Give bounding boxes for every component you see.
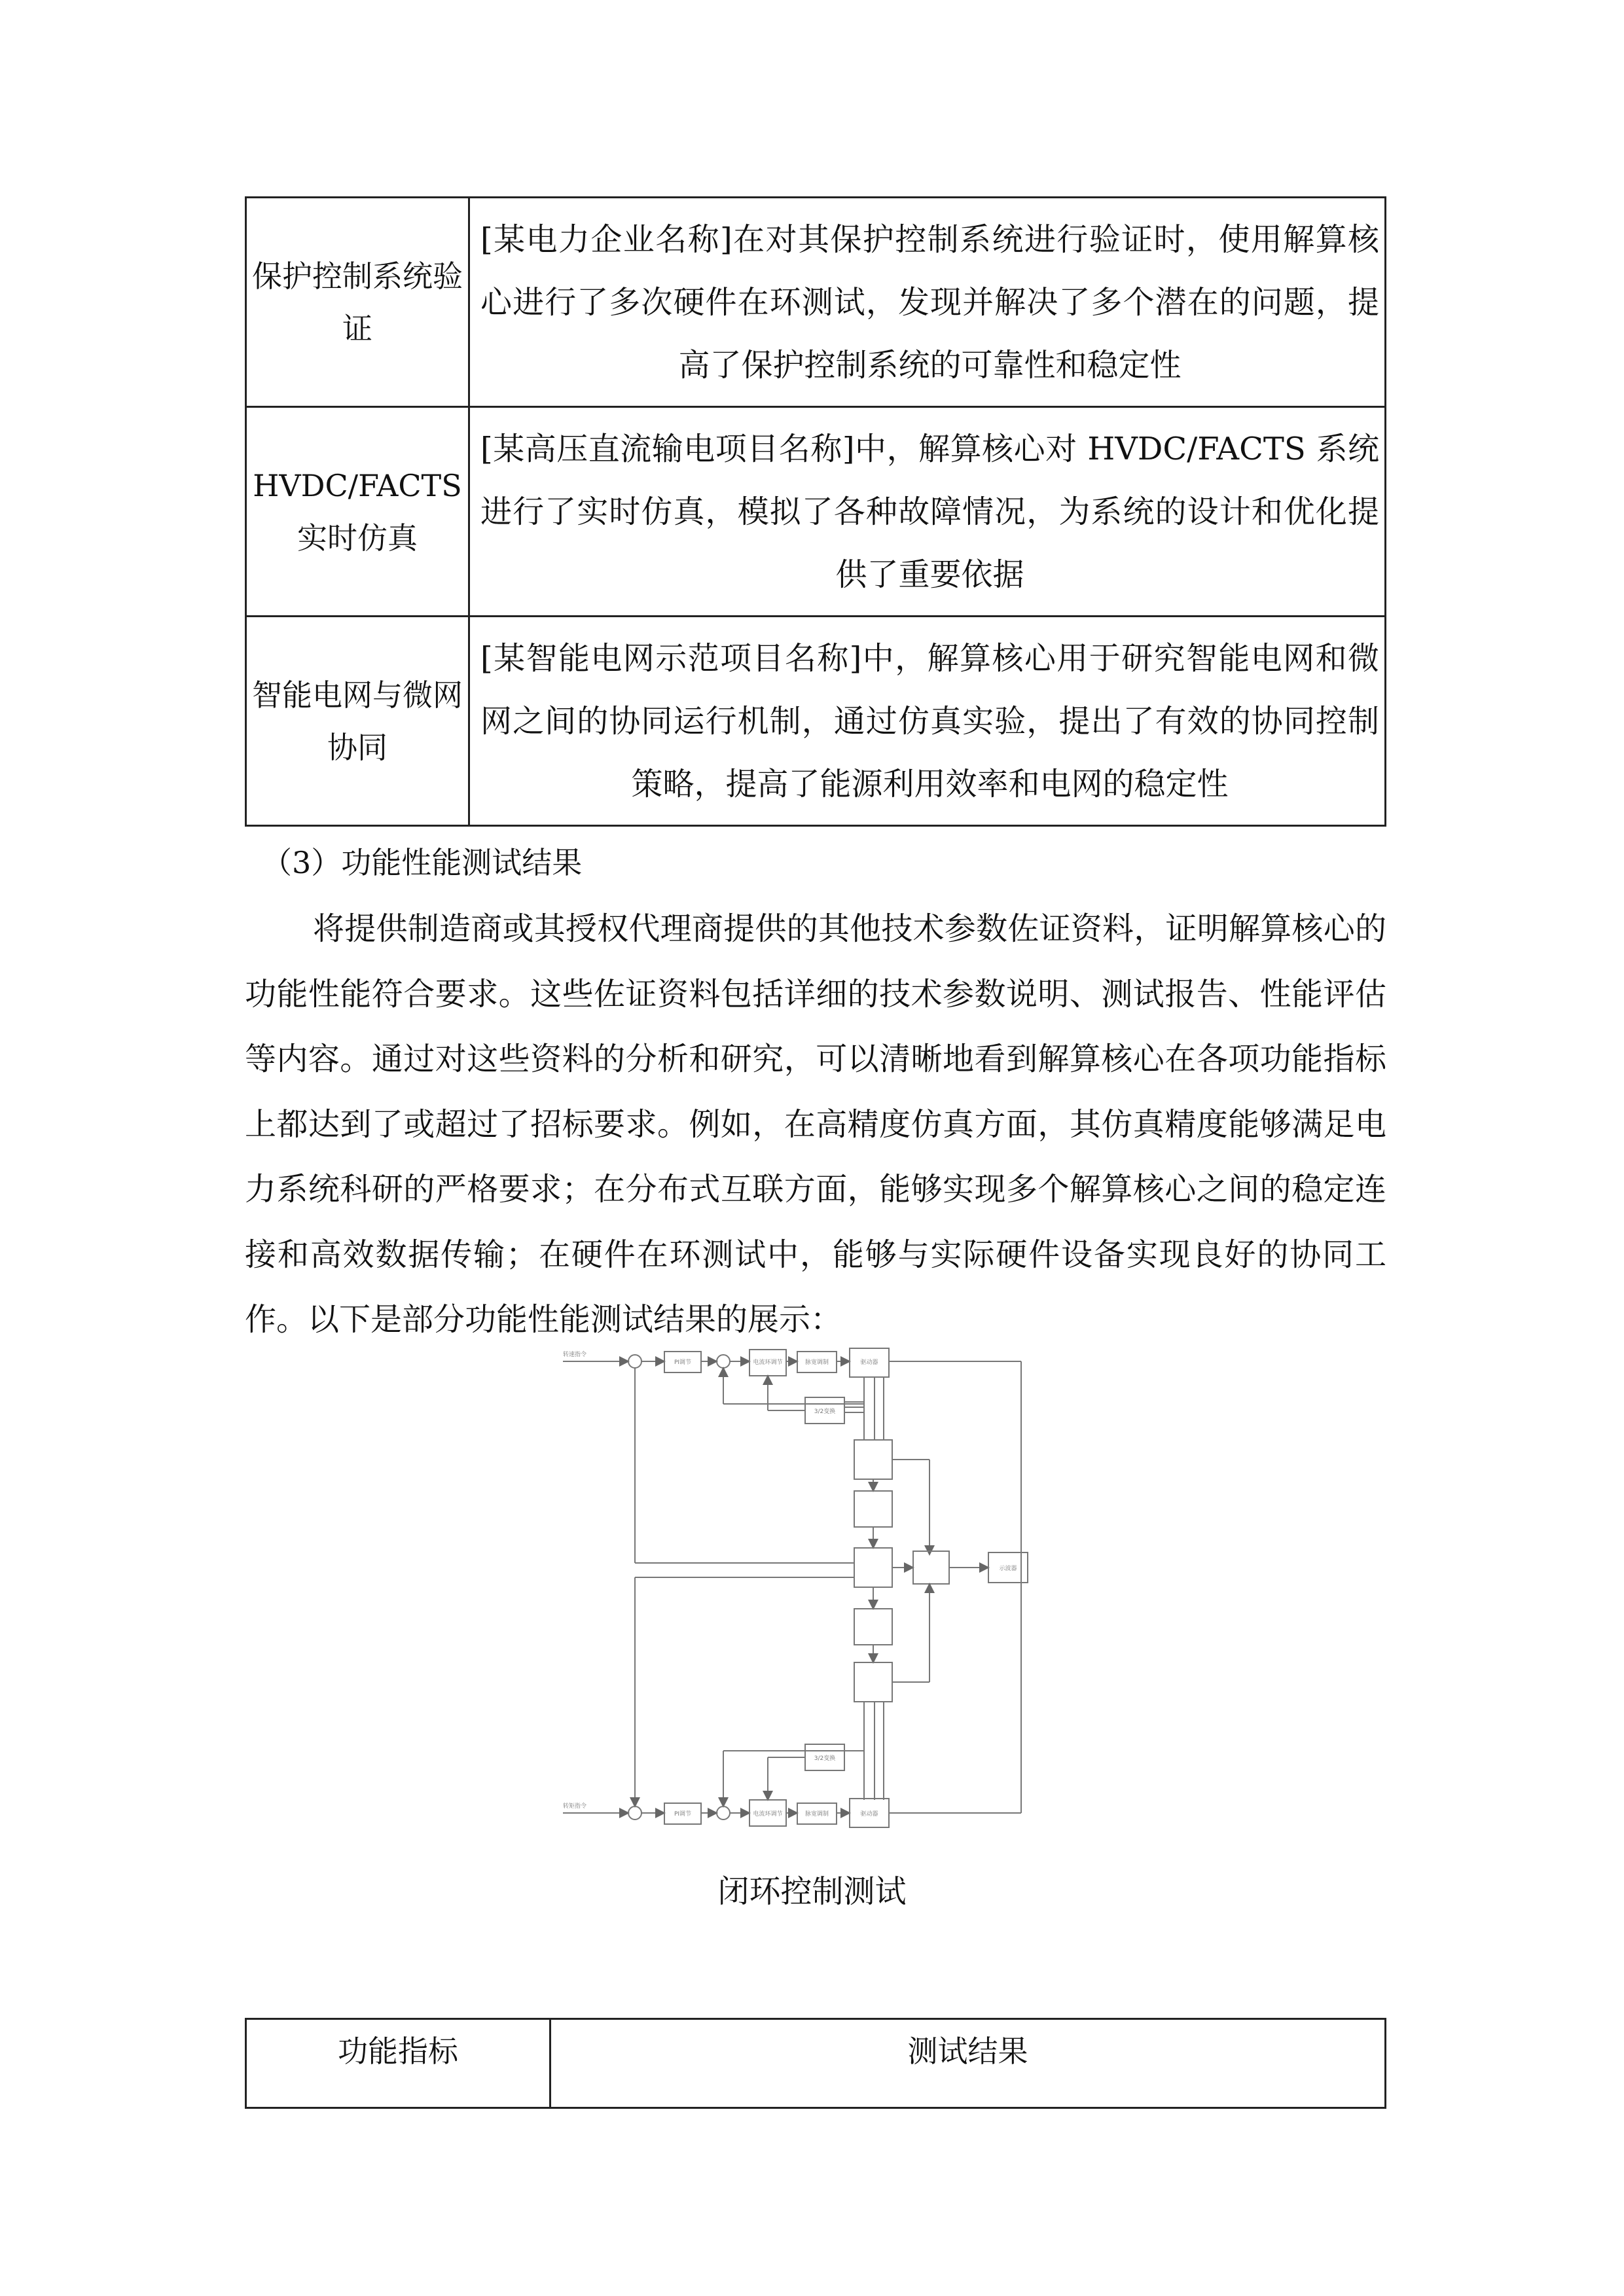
sensor-block — [854, 1609, 892, 1645]
oscilloscope-label: 示波器 — [999, 1566, 1017, 1572]
column-header-function: 功能指标 — [246, 2019, 550, 2108]
torque-command-label: 转矩指令 — [563, 1803, 587, 1810]
driver-label: 驱动器 — [860, 1811, 878, 1818]
current-loop-label: 电流环调节 — [753, 1811, 783, 1818]
coupling-block — [854, 1548, 892, 1587]
transform-label: 3/2变换 — [814, 1755, 836, 1762]
pi-label: PI调节 — [674, 1811, 692, 1818]
body-paragraph: 将提供制造商或其授权代理商提供的其他技术参数佐证资料，证明解算核心的功能性能符合要求。这些佐证资料包括详细的技术参数说明、测试报告、性能评估等内容。通过对这些资料的分析和研究，可以清晰地看到解算核心在各项功能指标上都达到了或超过了招标要求。例如，在高精度仿真方面，其仿真精度能够满足电力系统科研的严格要求；在分布式互联方面，能够实现多个解算核心之间的稳定连接和高效数据传输；在硬件在环测试中，能够与实际硬件设备实现良好的协同工作。以下是部分功能性能测试结果的展示： — [245, 910, 1386, 1338]
table-row — [246, 198, 1386, 407]
motor-block — [854, 1440, 892, 1479]
table-row — [246, 617, 1386, 826]
case-description-cell: [某高压直流输电项目名称]中，解算核心对 HVDC/FACTS 系统进行了实时仿真，模拟了各种故障情况，为系统的设计和优化提供了重要依据 — [469, 407, 1386, 617]
summing-junction — [717, 1355, 730, 1368]
calculation-block — [913, 1551, 949, 1584]
test-results-table — [245, 2018, 1386, 2109]
sensor-block — [854, 1491, 892, 1527]
column-header-result: 测试结果 — [550, 2019, 1386, 2108]
case-field-cell: HVDC/FACTS 实时仿真 — [246, 407, 469, 617]
driver-label: 驱动器 — [860, 1359, 878, 1366]
section-heading: （3）功能性能测试结果 — [262, 845, 583, 880]
figure-caption: 闭环控制测试 — [717, 1873, 907, 1910]
motor-block — [854, 1662, 892, 1702]
summing-junction — [628, 1355, 641, 1368]
case-description-cell: [某智能电网示范项目名称]中，解算核心用于研究智能电网和微网之间的协同运行机制，通过仿真实验，提出了有效的协同控制策略，提高了能源利用效率和电网的稳定性 — [469, 617, 1386, 826]
summing-junction — [628, 1806, 641, 1820]
current-loop-label: 电流环调节 — [753, 1359, 783, 1366]
transform-label: 3/2变换 — [814, 1408, 836, 1415]
summing-junction — [717, 1806, 730, 1820]
application-cases-table — [245, 196, 1386, 827]
case-field-cell: 智能电网与微网协同 — [246, 617, 469, 826]
speed-command-label: 转速指令 — [563, 1352, 587, 1358]
table-row — [246, 407, 1386, 617]
closed-loop-block-diagram — [537, 1342, 1087, 1865]
pwm-label: 脉宽调制 — [804, 1359, 829, 1366]
pi-label: PI调节 — [674, 1359, 692, 1366]
case-description-cell: [某电力企业名称]在对其保护控制系统进行验证时，使用解算核心进行了多次硬件在环测试，发现并解决了多个潜在的问题，提高了保护控制系统的可靠性和稳定性 — [469, 198, 1386, 407]
pwm-label: 脉宽调制 — [804, 1811, 829, 1818]
case-field-cell: 保护控制系统验证 — [246, 198, 469, 407]
table-header-row — [246, 2019, 1386, 2108]
